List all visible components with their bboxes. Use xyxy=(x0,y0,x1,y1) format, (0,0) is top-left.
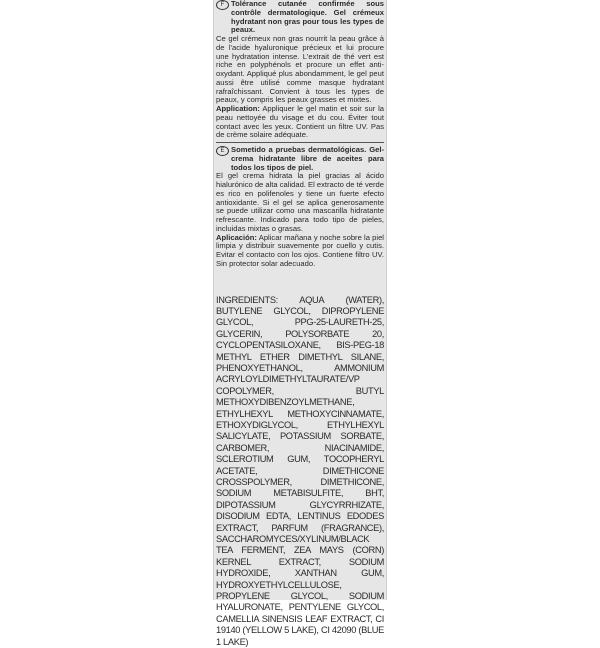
spanish-heading: Sometido a pruebas dermatológicas. Gel-crema hidratante libre de aceites para todos los tipos de piel. xyxy=(231,145,384,172)
section-divider xyxy=(216,142,384,143)
spanish-application-text: Aplicar mañana y noche sobre la piel limpia y distribuir suavemente por cuello y cutis. Evitar el contacto con los ojos. Contiene filtro UV. Sin protector solar adecuado. xyxy=(216,233,384,268)
spanish-language-badge: E xyxy=(216,146,229,156)
label-text-column xyxy=(216,0,384,648)
spanish-application xyxy=(216,234,384,269)
product-label xyxy=(213,0,387,600)
french-heading-block xyxy=(216,0,384,35)
french-application xyxy=(216,105,384,140)
french-application-text: Appliquer le gel matin et soir sur la peau nettoyée du visage et du cou. Éviter tout contact avec les yeux. Contient un filtre UV. Pas de crème solaire adéquate. xyxy=(216,104,384,139)
spanish-application-label: Aplicación: xyxy=(216,233,257,242)
label-right-edge xyxy=(386,0,387,600)
spanish-heading-block xyxy=(216,146,384,172)
spacer xyxy=(216,269,384,295)
french-body: Ce gel crémeux non gras nourrit la peau grâce à de l'acide hyaluronique précieux et lui procure une hydratation intense. L'extrait de thé vert est riche en polyphénols et procure un effet anti-oxydant. Appliqué plus abondamment, le gel peut aussi être utilisé comme masque hydratant rafraîchissant. Convient à tous les types de peaux, y compris les peaux grasses et mixtes. xyxy=(216,35,384,105)
label-left-edge xyxy=(213,0,214,600)
french-heading: Tolérance cutanée confirmée sous contrôle dermatologique. Gel crémeux hydratant non gras pour tous les types de peaux. xyxy=(231,0,384,34)
french-language-badge: F xyxy=(216,0,229,10)
french-section xyxy=(216,0,384,140)
spanish-section xyxy=(216,146,384,269)
spanish-body: El gel crema hidrata la piel gracias al ácido hialurónico de alta calidad. El extracto de té verde es rico en polifenoles y tiene un fuerte efecto antioxidante. Si el gel se aplica generosamente se puede utilizar como una mascarilla hidratante refrescante. Indicado para todo tipo de pieles, incluidas mixtas o grasas. xyxy=(216,172,384,233)
ingredients-list: INGREDIENTS: AQUA (WATER), BUTYLENE GLYCOL, DIPROPYLENE GLYCOL, PPG-25-LAURETH-25, GLYCERIN, POLYSORBATE 20, CYCLOPENTASILOXANE, BIS-PEG-18 METHYL ETHER DIMETHYL SILANE, PHENOXYETHANOL, AMMONIUM ACRYLOYLDIMETHYLTAURATE/VP COPOLYMER, BUTYL METHOXYDIBENZOYLMETHANE, ETHYLHEXYL METHOXYCINNAMATE, ETHOXYDIGLYCOL, ETHYLHEXYL SALICYLATE, POTASSIUM SORBATE, CARBOMER, NIACINAMIDE, SCLEROTIUM GUM, TOCOPHERYL ACETATE, DIMETHICONE CROSSPOLYMER, DIMETHICONE, SODIUM METABISULFITE, BHT, DIPOTASSIUM GLYCYRRHIZATE, DISODIUM EDTA, LENTINUS EDODES EXTRACT, PARFUM (FRAGRANCE), SACCHAROMYCES/XYLINUM/BLACK TEA FERMENT, ZEA MAYS (CORN) KERNEL EXTRACT, SODIUM HYDROXIDE, XANTHAN GUM, HYDROXYETHYLCELLULOSE, PROPYLENE GLYCOL, SODIUM HYALURONATE, PENTYLENE GLYCOL, CAMELLIA SINENSIS LEAF EXTRACT, CI 19140 (YELLOW 5 LAKE), CI 42090 (BLUE 1 LAKE) xyxy=(216,295,384,648)
french-application-label: Application: xyxy=(216,104,260,113)
